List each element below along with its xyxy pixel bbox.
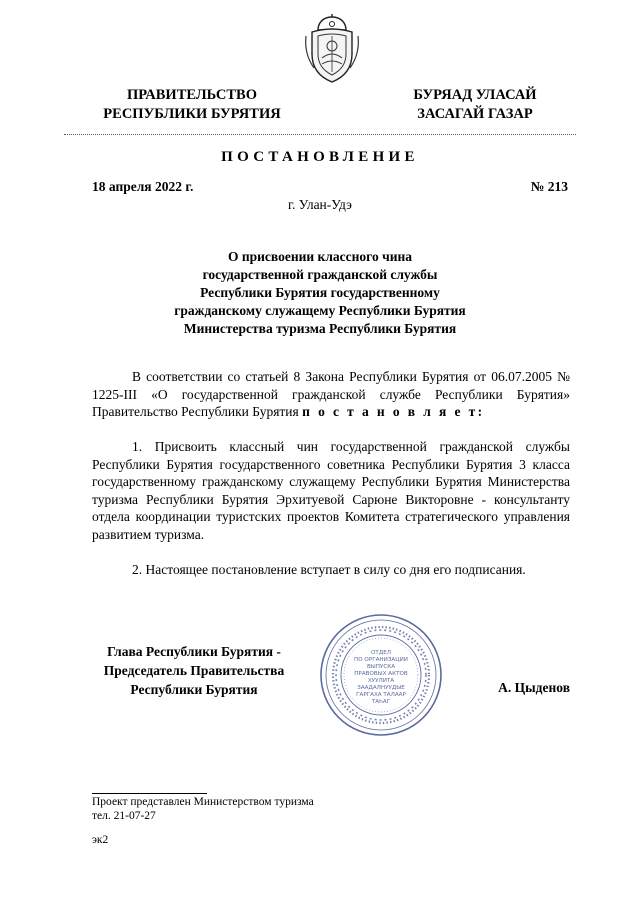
stamp-line-1: ОТДЕЛ — [371, 650, 391, 656]
stamp-line-7: ГАРГАХА ТАЛААР — [356, 692, 406, 698]
stamp-line-2: ПО ОРГАНИЗАЦИИ — [354, 657, 408, 663]
stamp-line-3: ВЫПУСКА — [366, 664, 396, 670]
subject-line: Министерства туризма Республики Бурятия — [183, 321, 457, 336]
gov-right-line1: БУРЯАД УЛАСАЙ — [413, 87, 537, 103]
item-1-paragraph: 1. Присвоить классный чин государственной гражданской службы Республики Бурятия государственного советника Республики Бурятия 3 класса государственному гражданскому служащему Республики Бурятия Министерства туризма Республики Бурятия Эрхитуевой Сарюне Викторовне - консультанту отдела координации туристских проектов Комитета стратегического управления развитием туризма. — [92, 439, 570, 542]
stamp-line-5: ХУУЛИТА — [367, 678, 395, 684]
footer-divider — [92, 793, 207, 794]
official-stamp — [318, 612, 444, 738]
gov-left-line2: РЕСПУБЛИКИ БУРЯТИЯ — [103, 106, 281, 122]
subject-line: гражданскому служащему Республики Бурятия — [174, 303, 466, 318]
preamble-text: В соответствии со статьей 8 Закона Республики Бурятия от 06.07.2005 № 1225-III «О государственной гражданской службе Республики Бурятия» Правительство Республики Бурятия — [92, 369, 570, 420]
header-divider — [64, 134, 576, 135]
gov-left-line1: ПРАВИТЕЛЬСТВО — [127, 87, 257, 103]
document-type-title: ПОСТАНОВЛЕНИЕ — [221, 149, 419, 165]
preamble-paragraph — [92, 368, 570, 421]
decree-word: п о с т а н о в л я е т: — [302, 404, 485, 420]
stamp-line-8: ТАҺАГ — [371, 699, 391, 705]
document-subject — [120, 248, 520, 338]
footer-copies: эк2 — [92, 834, 109, 846]
subject-line: государственной гражданской службы — [202, 267, 438, 282]
gov-right-line2: ЗАСАГАЙ ГАЗАР — [417, 106, 533, 122]
subject-line: О присвоении классного чина — [227, 249, 413, 264]
footer-author: Проект представлен Министерством туризма — [92, 796, 314, 808]
document-date: 18 апреля 2022 г. — [92, 179, 194, 194]
government-name-russian — [92, 86, 292, 124]
signatory-name: А. Цыденов — [498, 680, 570, 695]
signatory-title-line1: Глава Республики Бурятия - — [107, 644, 281, 659]
document-number: № 213 — [530, 179, 568, 194]
signatory-title-line3: Республики Бурятия — [130, 682, 258, 697]
stamp-line-6: ЗААДАЛНУУДЫЕ — [357, 685, 405, 691]
government-name-buryat — [400, 86, 550, 124]
stamp-line-4: ПРАВОВЫХ АКТОВ — [354, 671, 408, 677]
item-2-paragraph: 2. Настоящее постановление вступает в силу со дня его подписания. — [132, 562, 526, 577]
footer-phone: тел. 21-07-27 — [92, 810, 156, 822]
coat-of-arms-emblem — [300, 14, 364, 84]
document-city: г. Улан-Удэ — [288, 197, 352, 212]
subject-line: Республики Бурятия государственному — [200, 285, 440, 300]
signatory-title-line2: Председатель Правительства — [103, 663, 285, 678]
signatory-title — [92, 642, 296, 699]
